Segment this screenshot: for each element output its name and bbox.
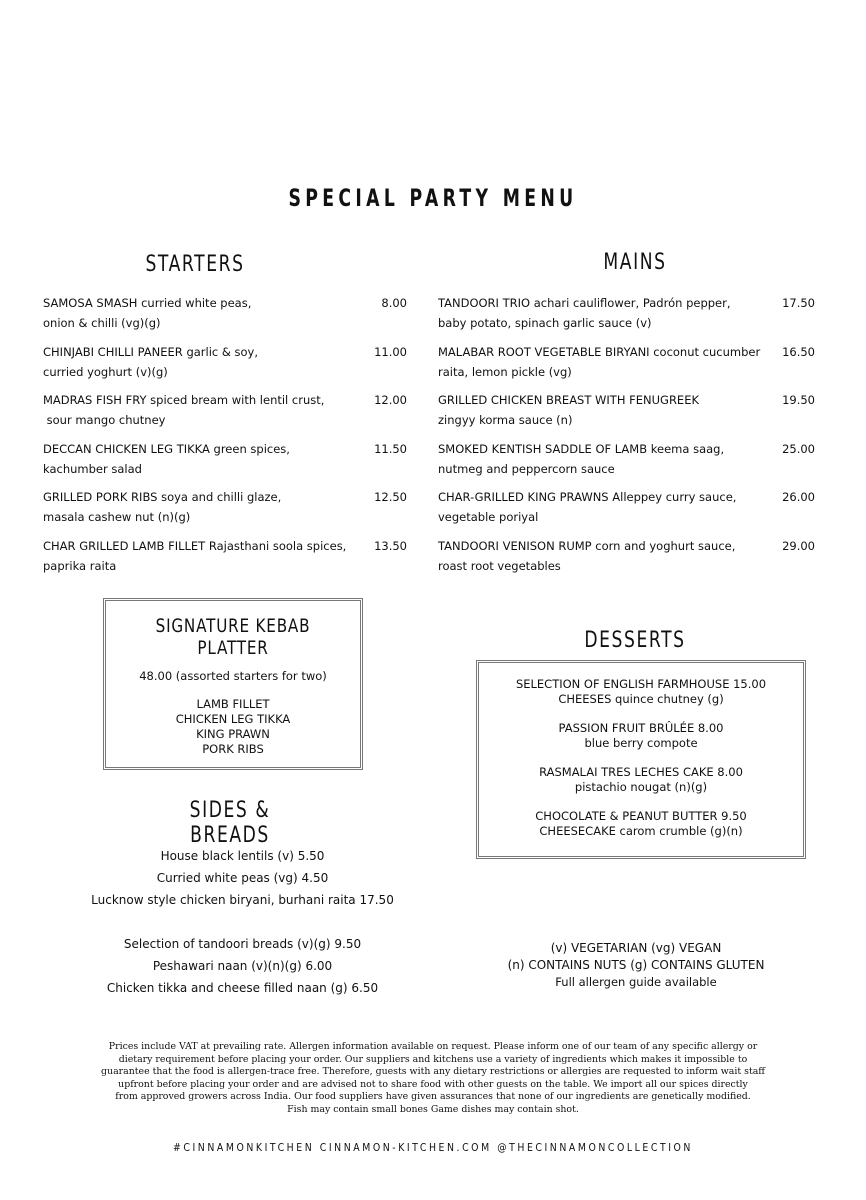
dessert-item-line: SELECTION OF ENGLISH FARMHOUSE 15.00: [515, 677, 767, 691]
menu-item-description: paprika raita: [43, 558, 117, 573]
menu-item: [43, 342, 413, 382]
menu-item-title: SMOKED KENTISH SADDLE OF LAMB keema saag,: [438, 441, 725, 456]
desserts-box: [476, 660, 806, 859]
menu-item-title: GRILLED PORK RIBS soya and chilli glaze,: [43, 490, 282, 504]
menu-item-description: sour mango chutney: [43, 413, 166, 427]
menu-item-price: 11.50: [374, 441, 407, 456]
fine-print-line: Fish may contain small bones Game dishes may contain shot.: [287, 1103, 579, 1115]
side-item: Lucknow style chicken biryani, burhani raita 17.50: [91, 893, 394, 907]
fine-print-line: Prices include VAT at prevailing rate. Allergen information available on request. Please inform one of our team of any specific allergy or: [108, 1041, 758, 1052]
bread-item: Selection of tandoori breads (v)(g) 9.50: [123, 937, 362, 951]
menu-item-price: 12.00: [374, 393, 407, 407]
dessert-item-line: CHOCOLATE & PEANUT BUTTER 9.50: [535, 809, 747, 823]
menu-item: [438, 293, 818, 333]
menu-item-title: MADRAS FISH FRY spiced bream with lentil crust,: [43, 393, 325, 407]
mains-heading: MAINS: [603, 250, 667, 275]
bread-item: Peshawari naan (v)(n)(g) 6.00: [152, 959, 333, 973]
menu-item-price: 17.50: [782, 296, 815, 310]
menu-item: [43, 536, 413, 576]
menu-item: [438, 342, 818, 382]
dessert-item-line: CHEESES quince chutney (g): [558, 692, 724, 706]
menu-item-price: 19.50: [782, 393, 815, 407]
sides-heading: SIDES & BREADS: [189, 798, 271, 848]
kebab-item: LAMB FILLET: [196, 697, 270, 711]
menu-item: [43, 293, 413, 333]
menu-item: [438, 536, 818, 576]
fine-print: [60, 1041, 806, 1117]
menu-item-price: 25.00: [782, 441, 815, 456]
menu-item-description: raita, lemon pickle (vg): [438, 364, 572, 379]
menu-title: SPECIAL PARTY MENU: [288, 184, 578, 212]
menu-item: [43, 390, 413, 430]
kebab-item: KING PRAWN: [196, 727, 270, 741]
menu-item-description: nutmeg and peppercorn sauce: [438, 461, 615, 476]
menu-item-price: 13.50: [374, 538, 407, 553]
fine-print-line: dietary requirement before placing your order. Our suppliers and kitchens use a variety of ingredients which makes it impossible to: [118, 1053, 748, 1065]
sides-list: [40, 845, 445, 999]
menu-item-description: curried yoghurt (v)(g): [43, 364, 168, 379]
kebab-platter-box: [103, 598, 363, 770]
bread-item: Chicken tikka and cheese filled naan (g) 6.50: [106, 981, 379, 995]
social-links: #CINNAMONKITCHEN CINNAMON-KITCHEN.COM @THECINNAMONCOLLECTION: [173, 1141, 693, 1154]
menu-item-title: SAMOSA SMASH curried white peas,: [43, 296, 252, 310]
side-item: Curried white peas (vg) 4.50: [156, 871, 329, 885]
menu-item-title: GRILLED CHICKEN BREAST WITH FENUGREEK: [438, 393, 700, 407]
allergen-line: (n) CONTAINS NUTS (g) CONTAINS GLUTEN: [507, 958, 765, 972]
menu-item-title: TANDOORI VENISON RUMP corn and yoghurt sauce,: [438, 538, 736, 553]
menu-item-title: DECCAN CHICKEN LEG TIKKA green spices,: [43, 441, 290, 456]
menu-item-title: TANDOORI TRIO achari cauliflower, Padrón pepper,: [438, 296, 731, 310]
menu-item-description: baby potato, spinach garlic sauce (v): [438, 316, 652, 330]
starters-heading: STARTERS: [145, 252, 245, 277]
menu-item-description: roast root vegetables: [438, 558, 561, 573]
allergen-line: (v) VEGETARIAN (vg) VEGAN: [550, 941, 722, 955]
menu-item-description: kachumber salad: [43, 461, 142, 476]
dessert-item-line: CHEESECAKE carom crumble (g)(n): [539, 824, 743, 838]
dessert-item-line: blue berry compote: [584, 736, 698, 750]
menu-item: [43, 439, 413, 479]
desserts-heading: DESSERTS: [584, 628, 686, 653]
dessert-item-line: PASSION FRUIT BRÛLÉE 8.00: [558, 721, 724, 735]
menu-item: [438, 487, 818, 527]
menu-item-description: onion & chilli (vg)(g): [43, 316, 161, 330]
kebab-platter-price: 48.00 (assorted starters for two): [139, 669, 327, 683]
dessert-item-line: pistachio nougat (n)(g): [574, 780, 708, 794]
menu-item-description: zingyy korma sauce (n): [438, 413, 573, 427]
menu-item-price: 16.50: [782, 344, 815, 359]
menu-item-title: MALABAR ROOT VEGETABLE BIRYANI coconut cucumber: [438, 344, 761, 359]
allergen-legend: [470, 940, 802, 991]
menu-item-title: CHAR-GRILLED KING PRAWNS Alleppey curry sauce,: [438, 490, 737, 504]
menu-item: [438, 439, 818, 479]
side-item: House black lentils (v) 5.50: [160, 849, 325, 863]
menu-item-price: 8.00: [381, 296, 407, 310]
kebab-item: PORK RIBS: [202, 742, 264, 756]
kebab-platter-heading: SIGNATURE KEBAB PLATTER: [155, 615, 311, 659]
menu-item-price: 29.00: [782, 538, 815, 553]
dessert-item-line: RASMALAI TRES LECHES CAKE 8.00: [539, 765, 743, 779]
menu-item-price: 12.50: [374, 490, 407, 504]
menu-item-price: 26.00: [782, 490, 815, 504]
menu-item: [438, 390, 818, 430]
menu-item-title: CHAR GRILLED LAMB FILLET Rajasthani soola spices,: [43, 538, 347, 553]
fine-print-line: guarantee that the food is allergen-trace free. Therefore, guests with any dietary restrictions or allergies are requested to inform wait staff: [101, 1066, 765, 1078]
menu-item-price: 11.00: [374, 344, 407, 359]
menu-item: [43, 487, 413, 527]
menu-item-description: masala cashew nut (n)(g): [43, 510, 191, 524]
menu-item-description: vegetable poriyal: [438, 510, 539, 524]
allergen-guide-note: Full allergen guide available: [555, 975, 717, 989]
fine-print-line: from approved growers across India. Our food suppliers have given assurances that none of our ingredients are genetically modified.: [115, 1091, 751, 1103]
fine-print-line: upfront before placing your order and are advised not to share food with other guests on the table. We import all our spices directly: [118, 1078, 748, 1090]
kebab-item: CHICKEN LEG TIKKA: [175, 712, 291, 726]
menu-item-title: CHINJABI CHILLI PANEER garlic & soy,: [43, 344, 258, 359]
